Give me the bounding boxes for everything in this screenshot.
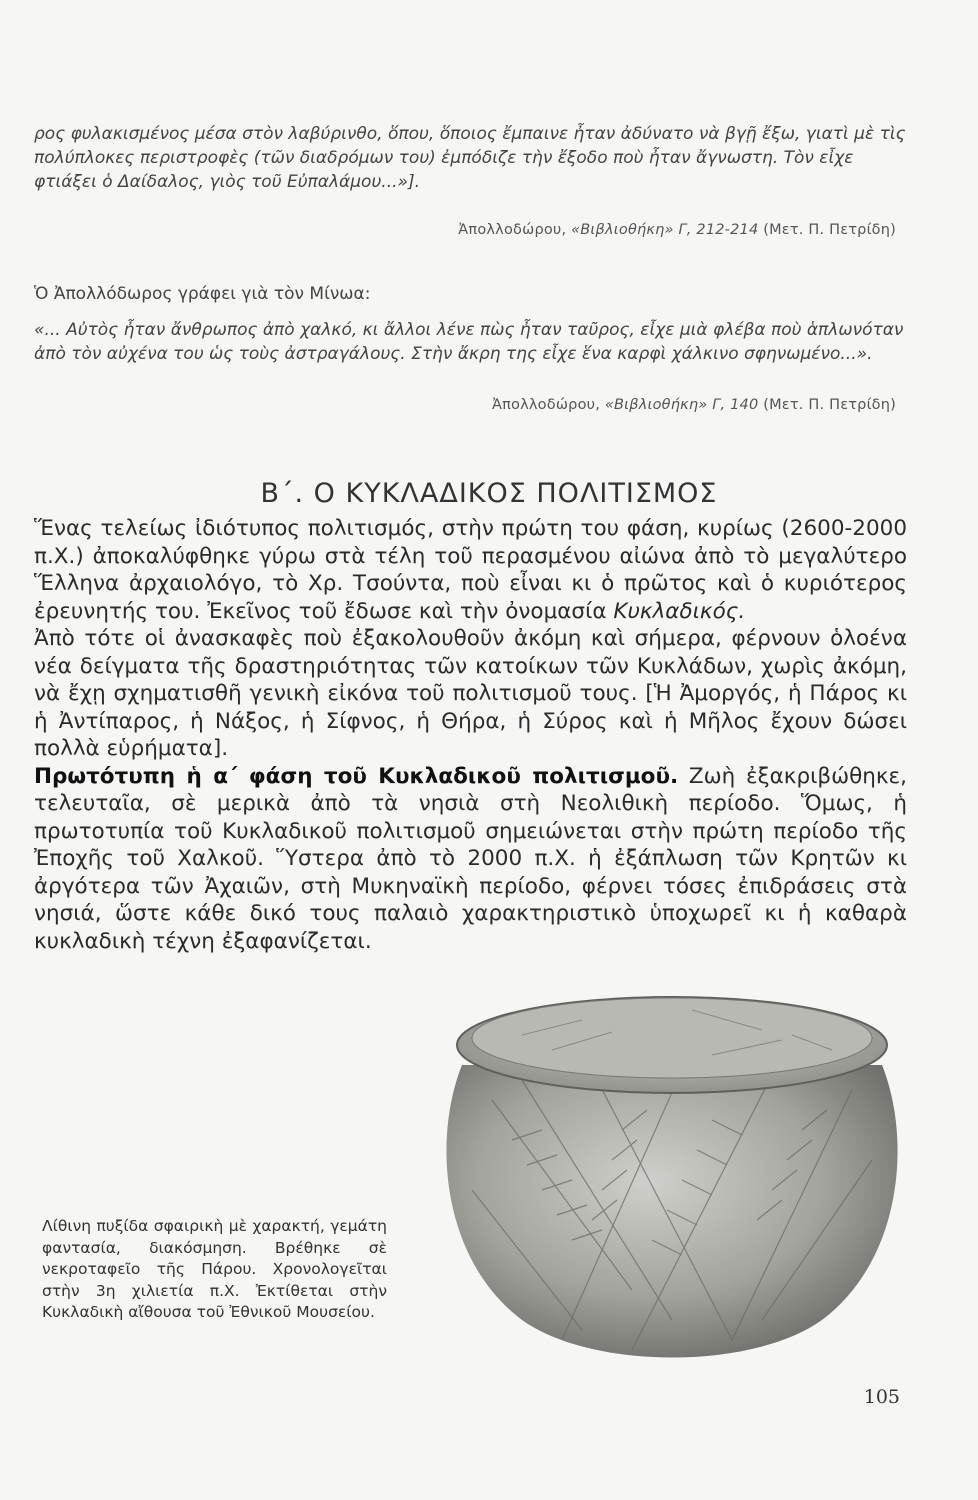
quote-minotaur-text: ρος φυλακισμένος μέσα στὸν λαβύρινθο, ὅπου, ὅποιος ἔμπαινε ἦταν ἀδύνατο νὰ βγῇ ἔξω, γιατὶ μὲ τὶς πολύπλοκες περιστροφὲς (τῶν διαδρόμων του) ἐμπόδιζε τὴν ἔξοδο ποὺ ἦταν ἄγνωστη. Τὸν εἶχε φτιάξει ὁ Δαίδαλος, γιὸς τοῦ Εὐπαλάμου...»].: [34, 124, 906, 192]
source-author: Ἀπολλοδώρου,: [492, 397, 601, 413]
section-heading: Β΄. Ο ΚΥΚΛΑΔΙΚΟΣ ΠΟΛΙΤΙΣΜΟΣ: [260, 478, 718, 509]
paragraph-1: [34, 515, 907, 625]
body-text: [34, 515, 907, 955]
quote-talos-source: [492, 397, 896, 413]
paragraph-3-lead: Πρωτότυπη ἡ α΄ φάση τοῦ Κυκλαδικοῦ πολιτισμοῦ.: [34, 763, 679, 789]
source-translator: (Μετ. Π. Πετρίδη): [763, 222, 896, 238]
figure-caption: Λίθινη πυξίδα σφαιρικὴ μὲ χαρακτή, γεμάτη φαντασία, διακόσμηση. Βρέθηκε σὲ νεκροταφεῖο τῆς Πάρου. Χρονολογεῖται στὴν 3η χιλιετία π.Χ. Ἐκτίθεται στὴν Κυκλαδικὴ αἴθουσα τοῦ Ἐθνικοῦ Μουσείου.: [42, 1217, 387, 1321]
quote-talos: [34, 318, 914, 366]
quote-minotaur-source: [458, 222, 896, 238]
page-number: 105: [863, 1386, 900, 1408]
paragraph-1-text: Ἕνας τελείως ἰδιότυπος πολιτισμός, στὴν πρώτη του φάση, κυρίως (2600-2000 π.Χ.) ἀποκαλύφθηκε γύρω στὰ τέλη τοῦ περασμένου αἰώνα ἀπὸ τὸ μεγαλύτερο Ἕλληνα ἀρχαιολόγο, τὸ Χρ. Τσούντα, ποὺ εἶναι κι ὁ πρῶτος καὶ ὁ κυριότερος ἐρευνητής του. Ἐκεῖνος τοῦ ἔδωσε καὶ τὴν ὀνομασία: [34, 516, 907, 624]
source-work: «Βιβλιοθήκη» Γ, 140: [604, 397, 759, 413]
paragraph-3: [34, 763, 907, 956]
paragraph-1-term: Κυκλαδικός.: [613, 598, 746, 624]
paragraph-3-text: Ζωὴ ἐξακριβώθηκε, τελευταῖα, σὲ μερικὰ ἀπὸ τὰ νησιὰ στὴ Νεολιθικὴ περίοδο. Ὅμως, ἡ πρωτοτυπία τοῦ Κυκλαδικοῦ πολιτισμοῦ σημειώνεται στὴν πρώτη περίοδο τῆς Ἐποχῆς τοῦ Χαλκοῦ. Ὕστερα ἀπὸ τὸ 2000 π.Χ. ἡ ἐξάπλωση τῶν Κρητῶν κι ἀργότερα τῶν Ἀχαιῶν, στὴ Μυκηναϊκὴ περίοδο, φέρνει τόσες ἐπιδράσεις στὰ νησιά, ὥστε κάθε δικό τους παλαιὸ χαρακτηριστικὸ ὑποχωρεῖ κι ἡ καθαρὰ κυκλαδικὴ τέχνη ἐξαφανίζεται.: [34, 763, 908, 954]
stone-pyxis-photo: [432, 960, 912, 1380]
source-work: «Βιβλιοθήκη» Γ, 212-214: [571, 222, 759, 238]
source-author: Ἀπολλοδώρου,: [458, 222, 567, 238]
paragraph-2: Ἀπὸ τότε οἱ ἀνασκαφὲς ποὺ ἐξακολουθοῦν ἀκόμη καὶ σήμερα, φέρνουν ὁλοένα νέα δείγματα τῆς δραστηριότητας τῶν κατοίκων τῶν Κυκλάδων, χωρὶς ἀκόμη, νὰ ἔχῃ σχηματισθῆ γενικὴ εἰκόνα τοῦ πολιτισμοῦ τους. [Ἡ Ἀμοργός, ἡ Πάρος κι ἡ Ἀντίπαρος, ἡ Νάξος, ἡ Σίφνος, ἡ Θήρα, ἡ Σύρος καὶ ἡ Μῆλος ἔχουν δώσει πολλὰ εὑρήματα].: [34, 626, 907, 761]
quote-talos-text: «... Αὐτὸς ἦταν ἄνθρωπος ἀπὸ χαλκό, κι ἄλλοι λένε πὼς ἦταν ταῦρος, εἶχε μιὰ φλέβα ποὺ ἁπλωνόταν ἀπὸ τὸν αὐχένα του ὡς τοὺς ἀστραγάλους. Στὴν ἄκρη της εἶχε ἕνα καρφὶ χάλκινο σφηνωμένο...».: [34, 320, 904, 364]
quote-minotaur: [34, 122, 914, 194]
intro-line: Ὁ Ἀπολλόδωρος γράφει γιὰ τὸν Μίνωα:: [34, 284, 371, 304]
source-translator: (Μετ. Π. Πετρίδη): [763, 397, 896, 413]
